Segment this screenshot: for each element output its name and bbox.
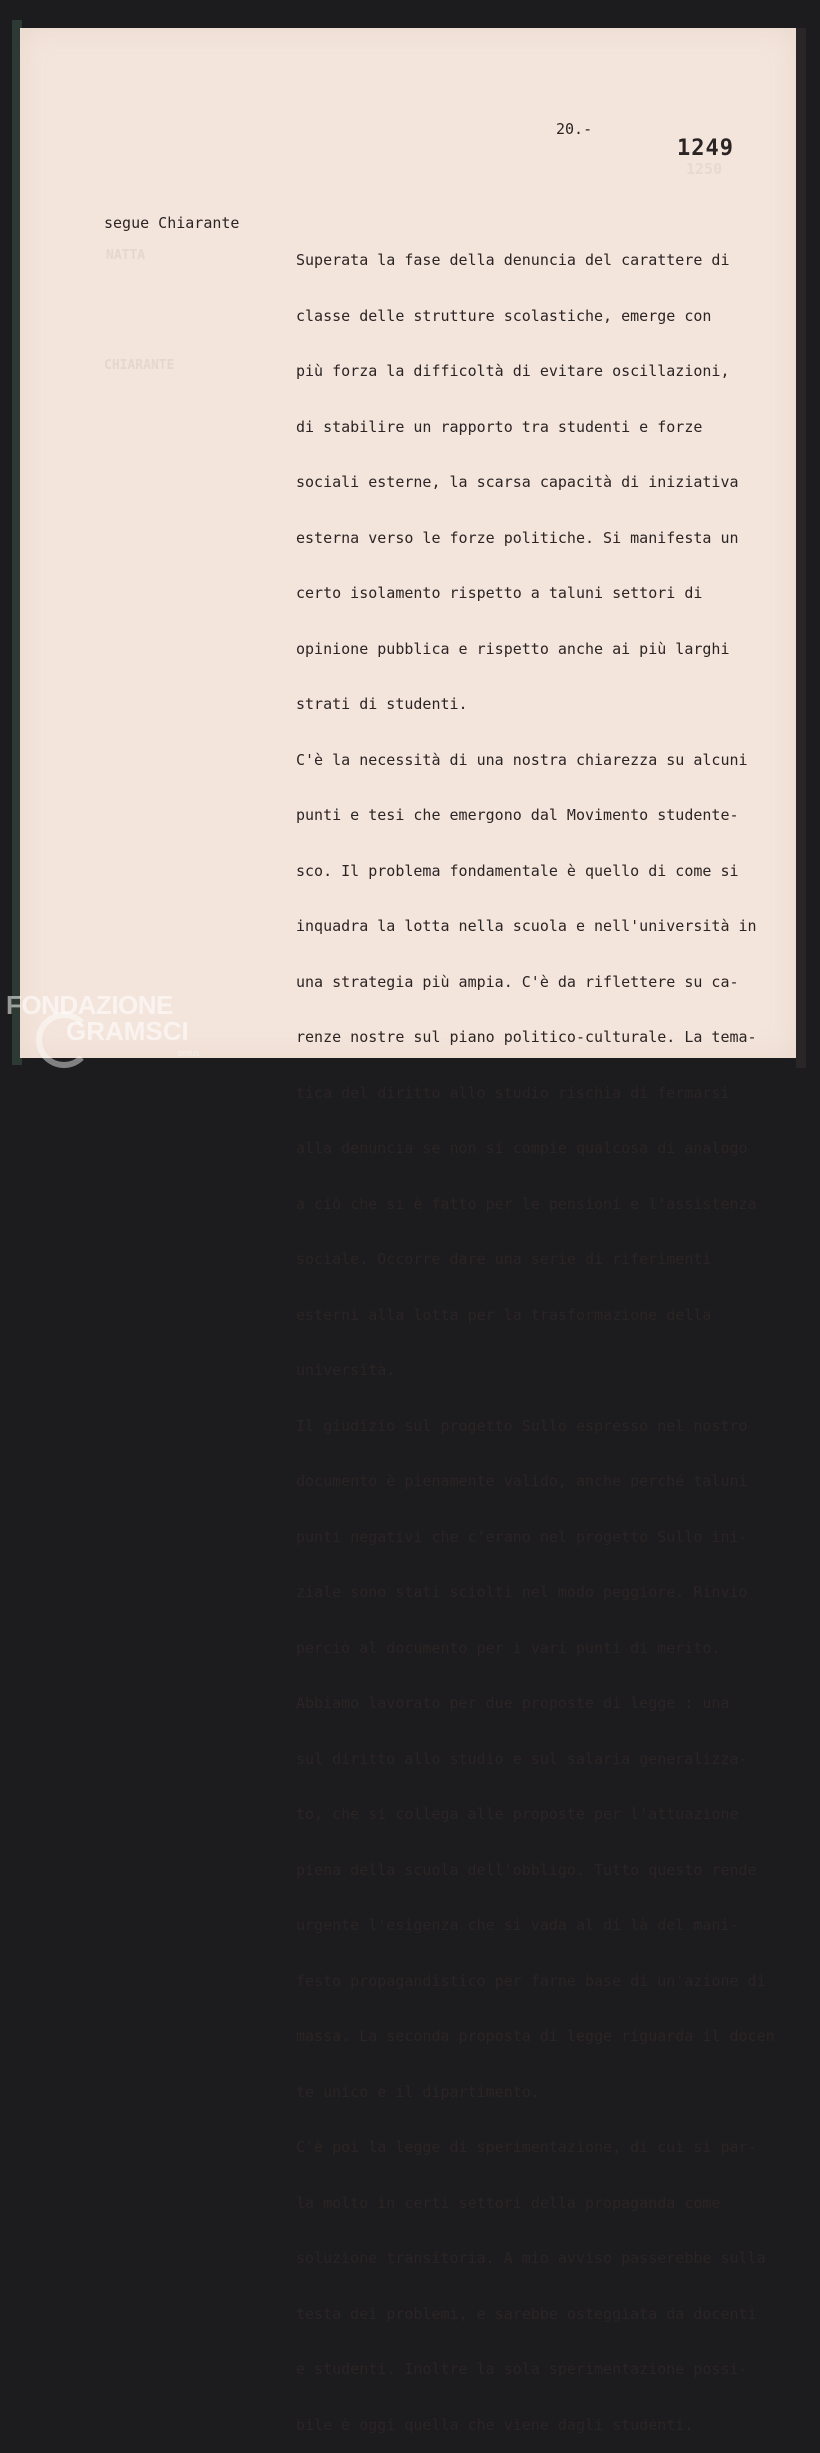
body-line: C'è poi la legge di sperimentazione, di cui si par- [296, 2138, 757, 2156]
body-line: piena della scuola dell'obbligo. Tutto questo rende [296, 1860, 757, 1879]
body-line: strati di studenti. [296, 695, 468, 713]
page-edge-shadow [796, 28, 806, 1068]
speaker-label: segue Chiarante [104, 214, 240, 232]
body-line: esterni alla lotta per la trasformazione della [296, 1305, 712, 1324]
body-line: perciò al documento per i vari punti di merito. [296, 1638, 721, 1657]
page-number: 20.- [556, 120, 593, 138]
body-line: università. [296, 1361, 396, 1379]
watermark-line2: GRAMSCI [66, 1016, 189, 1046]
body-line: e studenti. Inoltre la sola sperimentazione possi- [296, 2360, 748, 2378]
body-line: punti negativi che c'erano nel progetto Sullo ini- [296, 1527, 748, 1546]
body-line: to, che si collega alle proposte per l'attuazione [296, 1805, 739, 1823]
body-line: Abbiamo lavorato per due proposte di legge : una [296, 1694, 730, 1712]
fondazione-gramsci-watermark [6, 990, 206, 1070]
body-line: bile è oggi quella che viene dagli studenti. [296, 2415, 694, 2434]
body-line: sociali esterne, la scarsa capacità di iniziativa [296, 473, 739, 491]
body-line: testa dei problemi, e sarebbe osteggiata da docenti [296, 2304, 757, 2323]
body-line: sul diritto allo studio e sul salaria generalizza- [296, 1749, 748, 1768]
body-line: esterna verso le forze politiche. Si manifesta un [296, 528, 739, 547]
body-line: soluzione transitoria. A mio avviso passerebbe sulla [296, 2249, 766, 2267]
body-line: Superata la fase della denuncia del carattere di [296, 251, 730, 269]
body-line: festo propagandistico per farne base di un'azione di [296, 1971, 766, 1990]
body-line: certo isolamento rispetto a taluni settori di [296, 584, 703, 602]
body-line: te unico e il dipartimento. [296, 2082, 540, 2101]
body-line: urgente l'esigenza che si vada al di là del mani- [296, 1916, 739, 1934]
body-line: renze nostre sul piano politico-culturale. La tema- [296, 1028, 757, 1046]
body-line: la molto in certi settori della propaganda come [296, 2193, 721, 2212]
faint-archive-number: 1250 [686, 160, 723, 178]
body-line: a ciò che si è fatto per le pensioni e l'assistenza [296, 1194, 757, 1213]
watermark-line1: FONDAZIONE [6, 990, 173, 1020]
body-line: più forza la difficoltà di evitare oscillazioni, [296, 362, 730, 380]
body-line: massa. La seconda proposta di legge riguarda il docen [296, 2027, 775, 2045]
body-line: C'è la necessità di una nostra chiarezza su alcuni [296, 750, 748, 769]
body-line: ziale sono stati sciolti nel modo peggiore. Rinvio [296, 1583, 748, 1601]
body-line: di stabilire un rapporto tra studenti e forze [296, 417, 703, 436]
body-line: opinione pubblica e rispetto anche ai più larghi [296, 639, 730, 658]
body-line: tica del diritto allo studio rischia di fermarsi [296, 1083, 730, 1102]
document-body [296, 214, 796, 2453]
body-line: alla denuncia se non si compie qualcosa di analogo [296, 1139, 748, 1157]
faint-label-chiarante: CHIARANTE [104, 358, 175, 373]
body-line: una strategia più ampia. C'è da riflettere su ca- [296, 972, 739, 991]
body-line: classe delle strutture scolastiche, emerge con [296, 306, 712, 325]
faint-label-natta: NATTA [106, 248, 146, 263]
body-line: inquadra la lotta nella scuola e nell'università in [296, 917, 757, 935]
body-line: Il giudizio sul progetto Sullo espresso nel nostro [296, 1416, 748, 1435]
body-line: documento è pienamente valido, anche perché taluni [296, 1472, 748, 1490]
body-line: punti e tesi che emergono dal Movimento studente- [296, 806, 739, 824]
archive-number: 1249 [677, 136, 734, 161]
watermark-suffix: onlus [178, 1048, 200, 1058]
body-line: sociale. Occorre dare una serie di riferimenti [296, 1250, 712, 1268]
body-line: sco. Il problema fondamentale è quello di come si [296, 861, 739, 880]
